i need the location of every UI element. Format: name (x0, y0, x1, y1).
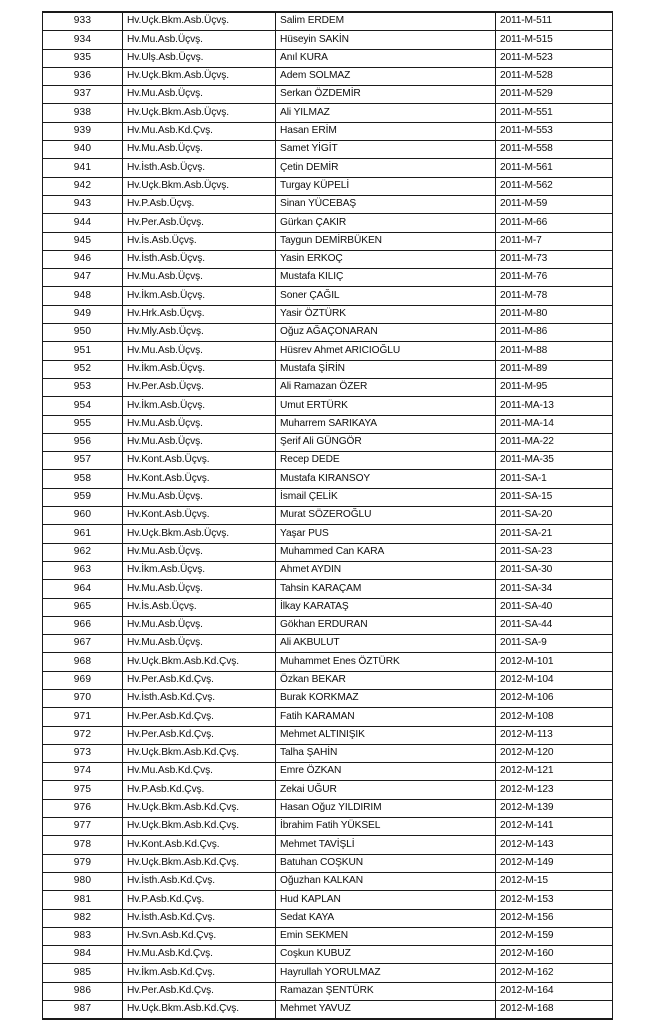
row-index: 945 (43, 232, 123, 250)
row-registration-number: 2011-M-515 (496, 31, 613, 49)
row-index: 946 (43, 250, 123, 268)
row-registration-number: 2011-M-523 (496, 49, 613, 67)
table-row (43, 507, 613, 525)
table-row (43, 452, 613, 470)
row-rank: Hv.İsth.Asb.Üçvş. (123, 250, 276, 268)
table-row (43, 104, 613, 122)
table-row (43, 195, 613, 213)
row-index: 964 (43, 580, 123, 598)
table-row (43, 909, 613, 927)
table-row (43, 232, 613, 250)
row-name: Serkan ÖZDEMİR (276, 86, 496, 104)
row-rank: Hv.İkm.Asb.Üçvş. (123, 287, 276, 305)
row-name: Oğuzhan KALKAN (276, 872, 496, 890)
row-registration-number: 2011-M-551 (496, 104, 613, 122)
row-name: Burak KORKMAZ (276, 689, 496, 707)
row-name: Hasan ERİM (276, 122, 496, 140)
table-row (43, 305, 613, 323)
row-index: 934 (43, 31, 123, 49)
row-name: Muhammet Enes ÖZTÜRK (276, 653, 496, 671)
row-name: Anıl KURA (276, 49, 496, 67)
table-row (43, 177, 613, 195)
row-rank: Hv.Svn.Asb.Kd.Çvş. (123, 927, 276, 945)
row-name: Şerif Ali GÜNGÖR (276, 433, 496, 451)
table-row (43, 525, 613, 543)
row-registration-number: 2011-SA-30 (496, 561, 613, 579)
row-rank: Hv.Mu.Asb.Kd.Çvş. (123, 946, 276, 964)
row-rank: Hv.İsth.Asb.Kd.Çvş. (123, 689, 276, 707)
row-rank: Hv.Kont.Asb.Üçvş. (123, 507, 276, 525)
row-index: 953 (43, 378, 123, 396)
table-row (43, 726, 613, 744)
row-index: 955 (43, 415, 123, 433)
row-name: Yasin ERKOÇ (276, 250, 496, 268)
row-name: Murat SÖZEROĞLU (276, 507, 496, 525)
row-index: 942 (43, 177, 123, 195)
row-name: Oğuz AĞAÇONARAN (276, 324, 496, 342)
table-row (43, 49, 613, 67)
table-row (43, 836, 613, 854)
row-registration-number: 2012-M-141 (496, 818, 613, 836)
row-name: Muharrem SARIKAYA (276, 415, 496, 433)
row-rank: Hv.İsth.Asb.Üçvş. (123, 159, 276, 177)
row-registration-number: 2012-M-164 (496, 982, 613, 1000)
row-name: Yasir ÖZTÜRK (276, 305, 496, 323)
row-registration-number: 2012-M-113 (496, 726, 613, 744)
row-name: Ali YILMAZ (276, 104, 496, 122)
row-registration-number: 2012-M-15 (496, 872, 613, 890)
row-rank: Hv.Per.Asb.Kd.Çvş. (123, 708, 276, 726)
row-rank: Hv.Mu.Asb.Üçvş. (123, 269, 276, 287)
table-row (43, 818, 613, 836)
row-registration-number: 2011-M-562 (496, 177, 613, 195)
table-row (43, 799, 613, 817)
row-name: Samet YİGİT (276, 141, 496, 159)
row-index: 944 (43, 214, 123, 232)
row-index: 951 (43, 342, 123, 360)
row-name: Ali Ramazan ÖZER (276, 378, 496, 396)
row-name: Hayrullah YORULMAZ (276, 964, 496, 982)
row-index: 937 (43, 86, 123, 104)
table-body (43, 12, 613, 1019)
row-registration-number: 2011-M-95 (496, 378, 613, 396)
table-row (43, 31, 613, 49)
table-row (43, 854, 613, 872)
row-rank: Hv.Uçk.Bkm.Asb.Kd.Çvş. (123, 854, 276, 872)
row-index: 970 (43, 689, 123, 707)
row-registration-number: 2011-M-80 (496, 305, 613, 323)
row-index: 969 (43, 671, 123, 689)
row-name: İbrahim Fatih YÜKSEL (276, 818, 496, 836)
row-rank: Hv.Hrk.Asb.Üçvş. (123, 305, 276, 323)
row-name: Coşkun KUBUZ (276, 946, 496, 964)
table-row (43, 86, 613, 104)
row-name: İsmail ÇELİK (276, 488, 496, 506)
table-row (43, 964, 613, 982)
row-index: 963 (43, 561, 123, 579)
table-row (43, 927, 613, 945)
row-registration-number: 2012-M-139 (496, 799, 613, 817)
row-rank: Hv.İsth.Asb.Kd.Çvş. (123, 872, 276, 890)
row-rank: Hv.Uçk.Bkm.Asb.Üçvş. (123, 177, 276, 195)
row-index: 958 (43, 470, 123, 488)
row-name: Talha ŞAHİN (276, 744, 496, 762)
row-name: Hasan Oğuz YILDIRIM (276, 799, 496, 817)
row-registration-number: 2011-M-7 (496, 232, 613, 250)
row-index: 947 (43, 269, 123, 287)
row-index: 954 (43, 397, 123, 415)
row-name: Özkan BEKAR (276, 671, 496, 689)
row-index: 956 (43, 433, 123, 451)
row-index: 976 (43, 799, 123, 817)
row-registration-number: 2011-M-86 (496, 324, 613, 342)
row-registration-number: 2012-M-101 (496, 653, 613, 671)
row-index: 986 (43, 982, 123, 1000)
table-row (43, 67, 613, 85)
row-registration-number: 2011-SA-9 (496, 635, 613, 653)
row-rank: Hv.Mu.Asb.Üçvş. (123, 31, 276, 49)
table-row (43, 141, 613, 159)
row-rank: Hv.Uçk.Bkm.Asb.Kd.Çvş. (123, 653, 276, 671)
row-registration-number: 2011-M-73 (496, 250, 613, 268)
row-index: 959 (43, 488, 123, 506)
row-rank: Hv.Mu.Asb.Üçvş. (123, 580, 276, 598)
row-rank: Hv.Uçk.Bkm.Asb.Kd.Çvş. (123, 1001, 276, 1020)
row-index: 978 (43, 836, 123, 854)
row-registration-number: 2011-SA-21 (496, 525, 613, 543)
table-row (43, 360, 613, 378)
row-registration-number: 2012-M-121 (496, 763, 613, 781)
row-registration-number: 2012-M-149 (496, 854, 613, 872)
row-rank: Hv.Mu.Asb.Üçvş. (123, 543, 276, 561)
table-row (43, 891, 613, 909)
row-rank: Hv.P.Asb.Kd.Çvş. (123, 781, 276, 799)
row-name: Ramazan ŞENTÜRK (276, 982, 496, 1000)
row-registration-number: 2011-M-78 (496, 287, 613, 305)
row-registration-number: 2012-M-153 (496, 891, 613, 909)
row-index: 949 (43, 305, 123, 323)
row-index: 957 (43, 452, 123, 470)
row-rank: Hv.İkm.Asb.Üçvş. (123, 397, 276, 415)
row-name: Hüseyin SAKİN (276, 31, 496, 49)
row-registration-number: 2012-M-108 (496, 708, 613, 726)
row-name: Yaşar PUS (276, 525, 496, 543)
table-row (43, 653, 613, 671)
row-registration-number: 2011-M-66 (496, 214, 613, 232)
row-registration-number: 2011-M-553 (496, 122, 613, 140)
table-row (43, 122, 613, 140)
table-row (43, 763, 613, 781)
row-index: 941 (43, 159, 123, 177)
row-rank: Hv.P.Asb.Kd.Çvş. (123, 891, 276, 909)
row-rank: Hv.İs.Asb.Üçvş. (123, 598, 276, 616)
personnel-records-table (42, 11, 613, 1020)
row-index: 952 (43, 360, 123, 378)
row-rank: Hv.Mu.Asb.Üçvş. (123, 616, 276, 634)
row-index: 971 (43, 708, 123, 726)
table-row (43, 982, 613, 1000)
row-registration-number: 2012-M-159 (496, 927, 613, 945)
row-registration-number: 2011-M-89 (496, 360, 613, 378)
row-index: 975 (43, 781, 123, 799)
row-rank: Hv.İkm.Asb.Kd.Çvş. (123, 964, 276, 982)
row-registration-number: 2011-M-528 (496, 67, 613, 85)
table-row (43, 1001, 613, 1020)
row-rank: Hv.İkm.Asb.Üçvş. (123, 561, 276, 579)
row-index: 983 (43, 927, 123, 945)
row-rank: Hv.İs.Asb.Üçvş. (123, 232, 276, 250)
row-rank: Hv.Per.Asb.Üçvş. (123, 214, 276, 232)
row-registration-number: 2011-SA-44 (496, 616, 613, 634)
row-rank: Hv.Uçk.Bkm.Asb.Üçvş. (123, 104, 276, 122)
row-name: Salim ERDEM (276, 12, 496, 31)
table-row (43, 708, 613, 726)
row-index: 977 (43, 818, 123, 836)
table-row (43, 287, 613, 305)
row-name: Muhammed Can KARA (276, 543, 496, 561)
row-rank: Hv.Uçk.Bkm.Asb.Kd.Çvş. (123, 744, 276, 762)
table-row (43, 635, 613, 653)
row-index: 972 (43, 726, 123, 744)
row-rank: Hv.Mly.Asb.Üçvş. (123, 324, 276, 342)
row-index: 938 (43, 104, 123, 122)
row-index: 973 (43, 744, 123, 762)
row-registration-number: 2012-M-123 (496, 781, 613, 799)
row-registration-number: 2011-M-88 (496, 342, 613, 360)
row-index: 981 (43, 891, 123, 909)
row-rank: Hv.Uçk.Bkm.Asb.Kd.Çvş. (123, 818, 276, 836)
row-registration-number: 2012-M-106 (496, 689, 613, 707)
row-registration-number: 2012-M-143 (496, 836, 613, 854)
row-registration-number: 2011-SA-15 (496, 488, 613, 506)
row-index: 933 (43, 12, 123, 31)
row-name: Sinan YÜCEBAŞ (276, 195, 496, 213)
row-rank: Hv.Mu.Asb.Üçvş. (123, 433, 276, 451)
row-name: İlkay KARATAŞ (276, 598, 496, 616)
table-row (43, 470, 613, 488)
table-row (43, 616, 613, 634)
table-row (43, 342, 613, 360)
row-registration-number: 2011-MA-13 (496, 397, 613, 415)
row-registration-number: 2011-SA-23 (496, 543, 613, 561)
row-index: 948 (43, 287, 123, 305)
row-name: Ali AKBULUT (276, 635, 496, 653)
table-row (43, 781, 613, 799)
row-name: Turgay KÜPELİ (276, 177, 496, 195)
row-name: Mehmet ALTINIŞIK (276, 726, 496, 744)
row-index: 968 (43, 653, 123, 671)
table-row (43, 415, 613, 433)
row-name: Taygun DEMİRBÜKEN (276, 232, 496, 250)
row-rank: Hv.Mu.Asb.Üçvş. (123, 342, 276, 360)
table-row (43, 324, 613, 342)
table-row (43, 12, 613, 31)
row-name: Tahsin KARAÇAM (276, 580, 496, 598)
table-row (43, 250, 613, 268)
row-name: Mustafa ŞİRİN (276, 360, 496, 378)
table-row (43, 946, 613, 964)
row-name: Mehmet TAVİŞLİ (276, 836, 496, 854)
table-row (43, 744, 613, 762)
row-name: Ahmet AYDIN (276, 561, 496, 579)
row-index: 962 (43, 543, 123, 561)
row-name: Hud KAPLAN (276, 891, 496, 909)
row-registration-number: 2012-M-168 (496, 1001, 613, 1020)
row-registration-number: 2011-MA-35 (496, 452, 613, 470)
row-registration-number: 2011-SA-1 (496, 470, 613, 488)
row-registration-number: 2011-SA-40 (496, 598, 613, 616)
row-index: 935 (43, 49, 123, 67)
row-rank: Hv.Mu.Asb.Üçvş. (123, 635, 276, 653)
row-name: Adem SOLMAZ (276, 67, 496, 85)
row-rank: Hv.Per.Asb.Kd.Çvş. (123, 671, 276, 689)
row-registration-number: 2011-M-529 (496, 86, 613, 104)
row-registration-number: 2011-MA-22 (496, 433, 613, 451)
row-index: 967 (43, 635, 123, 653)
table-row (43, 159, 613, 177)
row-index: 979 (43, 854, 123, 872)
row-rank: Hv.Mu.Asb.Üçvş. (123, 415, 276, 433)
table-row (43, 580, 613, 598)
row-name: Zekai UĞUR (276, 781, 496, 799)
row-rank: Hv.Mu.Asb.Kd.Çvş. (123, 122, 276, 140)
row-index: 939 (43, 122, 123, 140)
row-index: 982 (43, 909, 123, 927)
row-rank: Hv.Kont.Asb.Kd.Çvş. (123, 836, 276, 854)
row-registration-number: 2011-M-511 (496, 12, 613, 31)
table-row (43, 671, 613, 689)
row-registration-number: 2012-M-162 (496, 964, 613, 982)
row-index: 984 (43, 946, 123, 964)
row-index: 980 (43, 872, 123, 890)
row-rank: Hv.Mu.Asb.Üçvş. (123, 488, 276, 506)
row-name: Gürkan ÇAKIR (276, 214, 496, 232)
table-row (43, 269, 613, 287)
row-rank: Hv.P.Asb.Üçvş. (123, 195, 276, 213)
row-registration-number: 2011-M-561 (496, 159, 613, 177)
row-registration-number: 2012-M-160 (496, 946, 613, 964)
row-name: Recep DEDE (276, 452, 496, 470)
row-name: Mustafa KILIÇ (276, 269, 496, 287)
row-name: Umut ERTÜRK (276, 397, 496, 415)
table-row (43, 561, 613, 579)
row-name: Batuhan COŞKUN (276, 854, 496, 872)
row-rank: Hv.Kont.Asb.Üçvş. (123, 470, 276, 488)
row-rank: Hv.Per.Asb.Kd.Çvş. (123, 982, 276, 1000)
table-row (43, 689, 613, 707)
row-rank: Hv.Uçk.Bkm.Asb.Üçvş. (123, 525, 276, 543)
row-name: Emin SEKMEN (276, 927, 496, 945)
row-rank: Hv.Mu.Asb.Kd.Çvş. (123, 763, 276, 781)
row-index: 936 (43, 67, 123, 85)
table-row (43, 214, 613, 232)
row-index: 950 (43, 324, 123, 342)
row-registration-number: 2011-M-558 (496, 141, 613, 159)
row-rank: Hv.İsth.Asb.Kd.Çvş. (123, 909, 276, 927)
table-row (43, 872, 613, 890)
row-name: Fatih KARAMAN (276, 708, 496, 726)
row-name: Soner ÇAĞIL (276, 287, 496, 305)
row-rank: Hv.Uçk.Bkm.Asb.Üçvş. (123, 12, 276, 31)
row-name: Sedat KAYA (276, 909, 496, 927)
row-rank: Hv.Mu.Asb.Üçvş. (123, 141, 276, 159)
row-registration-number: 2011-MA-14 (496, 415, 613, 433)
row-rank: Hv.Mu.Asb.Üçvş. (123, 86, 276, 104)
row-index: 960 (43, 507, 123, 525)
row-index: 987 (43, 1001, 123, 1020)
row-registration-number: 2012-M-120 (496, 744, 613, 762)
row-registration-number: 2012-M-104 (496, 671, 613, 689)
row-name: Hüsrev Ahmet ARICIOĞLU (276, 342, 496, 360)
table-row (43, 378, 613, 396)
row-index: 943 (43, 195, 123, 213)
row-index: 961 (43, 525, 123, 543)
row-name: Mustafa KIRANSOY (276, 470, 496, 488)
row-registration-number: 2012-M-156 (496, 909, 613, 927)
table-row (43, 598, 613, 616)
row-rank: Hv.Uçk.Bkm.Asb.Kd.Çvş. (123, 799, 276, 817)
table-row (43, 397, 613, 415)
table-row (43, 543, 613, 561)
table-row (43, 433, 613, 451)
row-index: 965 (43, 598, 123, 616)
row-rank: Hv.Per.Asb.Kd.Çvş. (123, 726, 276, 744)
row-rank: Hv.Kont.Asb.Üçvş. (123, 452, 276, 470)
row-index: 985 (43, 964, 123, 982)
row-index: 940 (43, 141, 123, 159)
row-registration-number: 2011-M-76 (496, 269, 613, 287)
table-row (43, 488, 613, 506)
row-rank: Hv.Per.Asb.Üçvş. (123, 378, 276, 396)
row-rank: Hv.Uçk.Bkm.Asb.Üçvş. (123, 67, 276, 85)
row-registration-number: 2011-SA-34 (496, 580, 613, 598)
row-index: 966 (43, 616, 123, 634)
row-registration-number: 2011-SA-20 (496, 507, 613, 525)
row-rank: Hv.Ulş.Asb.Üçvş. (123, 49, 276, 67)
row-name: Gökhan ERDURAN (276, 616, 496, 634)
row-rank: Hv.İkm.Asb.Üçvş. (123, 360, 276, 378)
row-name: Emre ÖZKAN (276, 763, 496, 781)
row-name: Mehmet YAVUZ (276, 1001, 496, 1020)
row-index: 974 (43, 763, 123, 781)
row-name: Çetin DEMİR (276, 159, 496, 177)
row-registration-number: 2011-M-59 (496, 195, 613, 213)
